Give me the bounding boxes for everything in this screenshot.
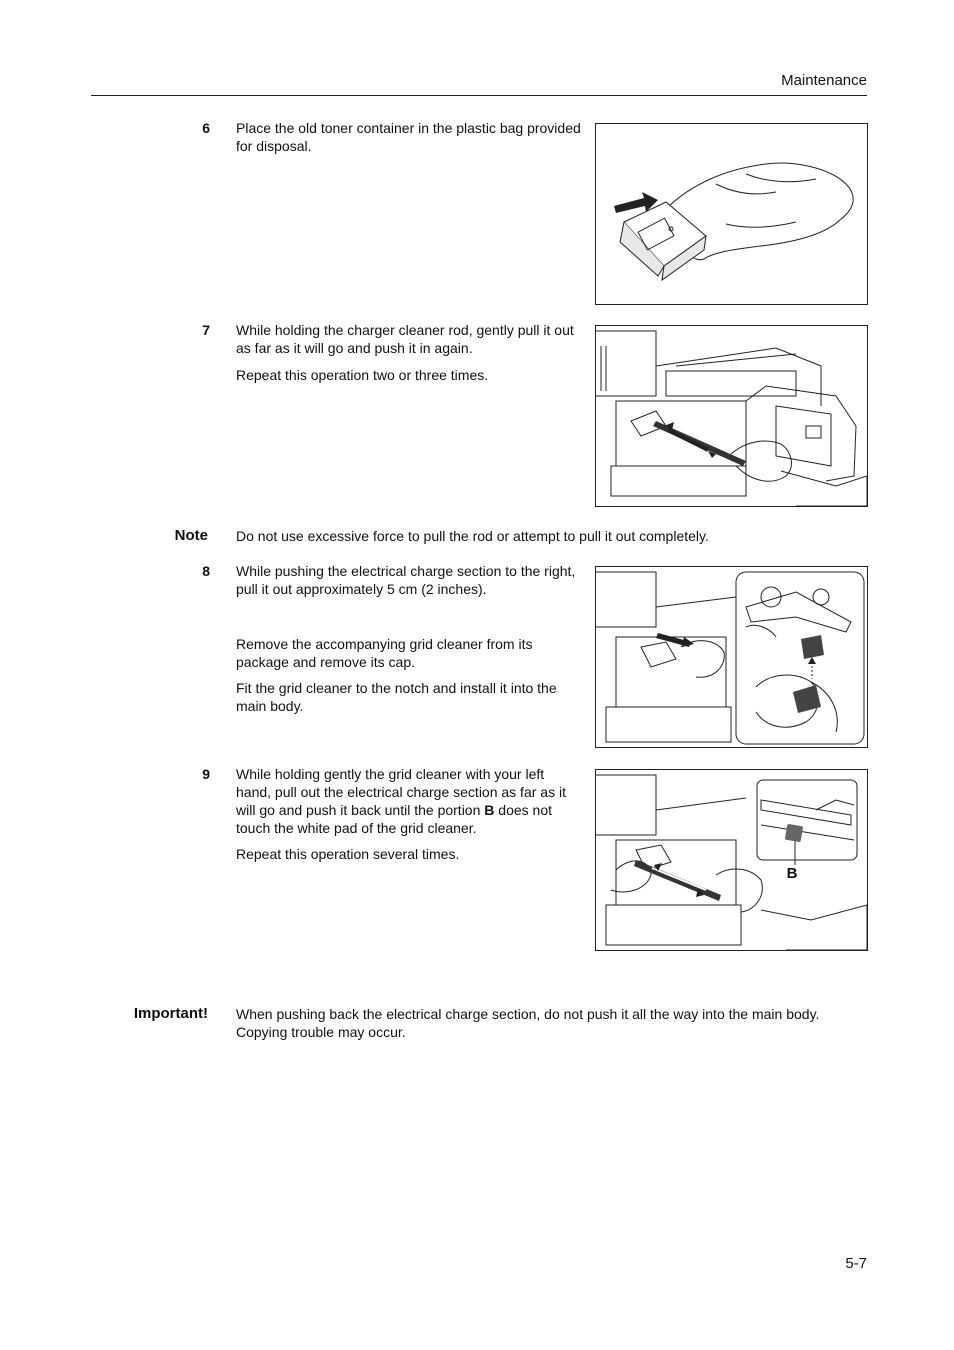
portion-b-label: B xyxy=(484,802,495,818)
step-7-repeat-text: Repeat this operation two or three times. xyxy=(236,367,489,383)
important-text: When pushing back the electrical charge section, do not push it all the way into the main body. Copying trouble may occur. xyxy=(236,1006,820,1040)
note-text: Do not use excessive force to pull the rod or attempt to pull it out completely. xyxy=(236,528,709,544)
step-8-number: 8 xyxy=(202,563,210,579)
figure-charge-section-pull xyxy=(595,769,868,951)
step-6-text: Place the old toner container in the plastic bag provided for disposal. xyxy=(236,120,581,154)
step-8-text: While pushing the electrical charge section to the right, pull it out approximately 5 cm (2 inches). xyxy=(236,563,576,597)
step-8-fit-text: Fit the grid cleaner to the notch and install it into the main body. xyxy=(236,680,557,714)
figure-charger-cleaner-rod xyxy=(595,325,868,507)
step-8-remove-text: Remove the accompanying grid cleaner from its package and remove its cap. xyxy=(236,636,533,670)
page-number: 5-7 xyxy=(845,1255,867,1272)
figure-toner-bag xyxy=(595,123,868,305)
step-7-number: 7 xyxy=(202,322,210,338)
step-9-text xyxy=(236,765,581,837)
note-label: Note xyxy=(174,527,208,544)
step-7-text: While holding the charger cleaner rod, gently pull it out as far as it will go and push it in again. xyxy=(236,322,574,356)
callout-b-label: B xyxy=(786,865,798,882)
figure-grid-cleaner-install xyxy=(595,566,868,748)
step-9-text-part1: While holding gently the grid cleaner with your left hand, pull out the electrical charge section as far as it will go and push it back until the portion xyxy=(236,766,566,818)
step-9-number: 9 xyxy=(202,766,210,782)
important-label: Important! xyxy=(133,1005,208,1022)
running-header: Maintenance xyxy=(781,72,867,89)
step-6-number: 6 xyxy=(202,120,210,136)
header-rule xyxy=(91,95,867,96)
step-9-repeat-text: Repeat this operation several times. xyxy=(236,846,460,862)
step-9-text-part2: does not touch the white pad of the grid cleaner. xyxy=(236,802,552,836)
